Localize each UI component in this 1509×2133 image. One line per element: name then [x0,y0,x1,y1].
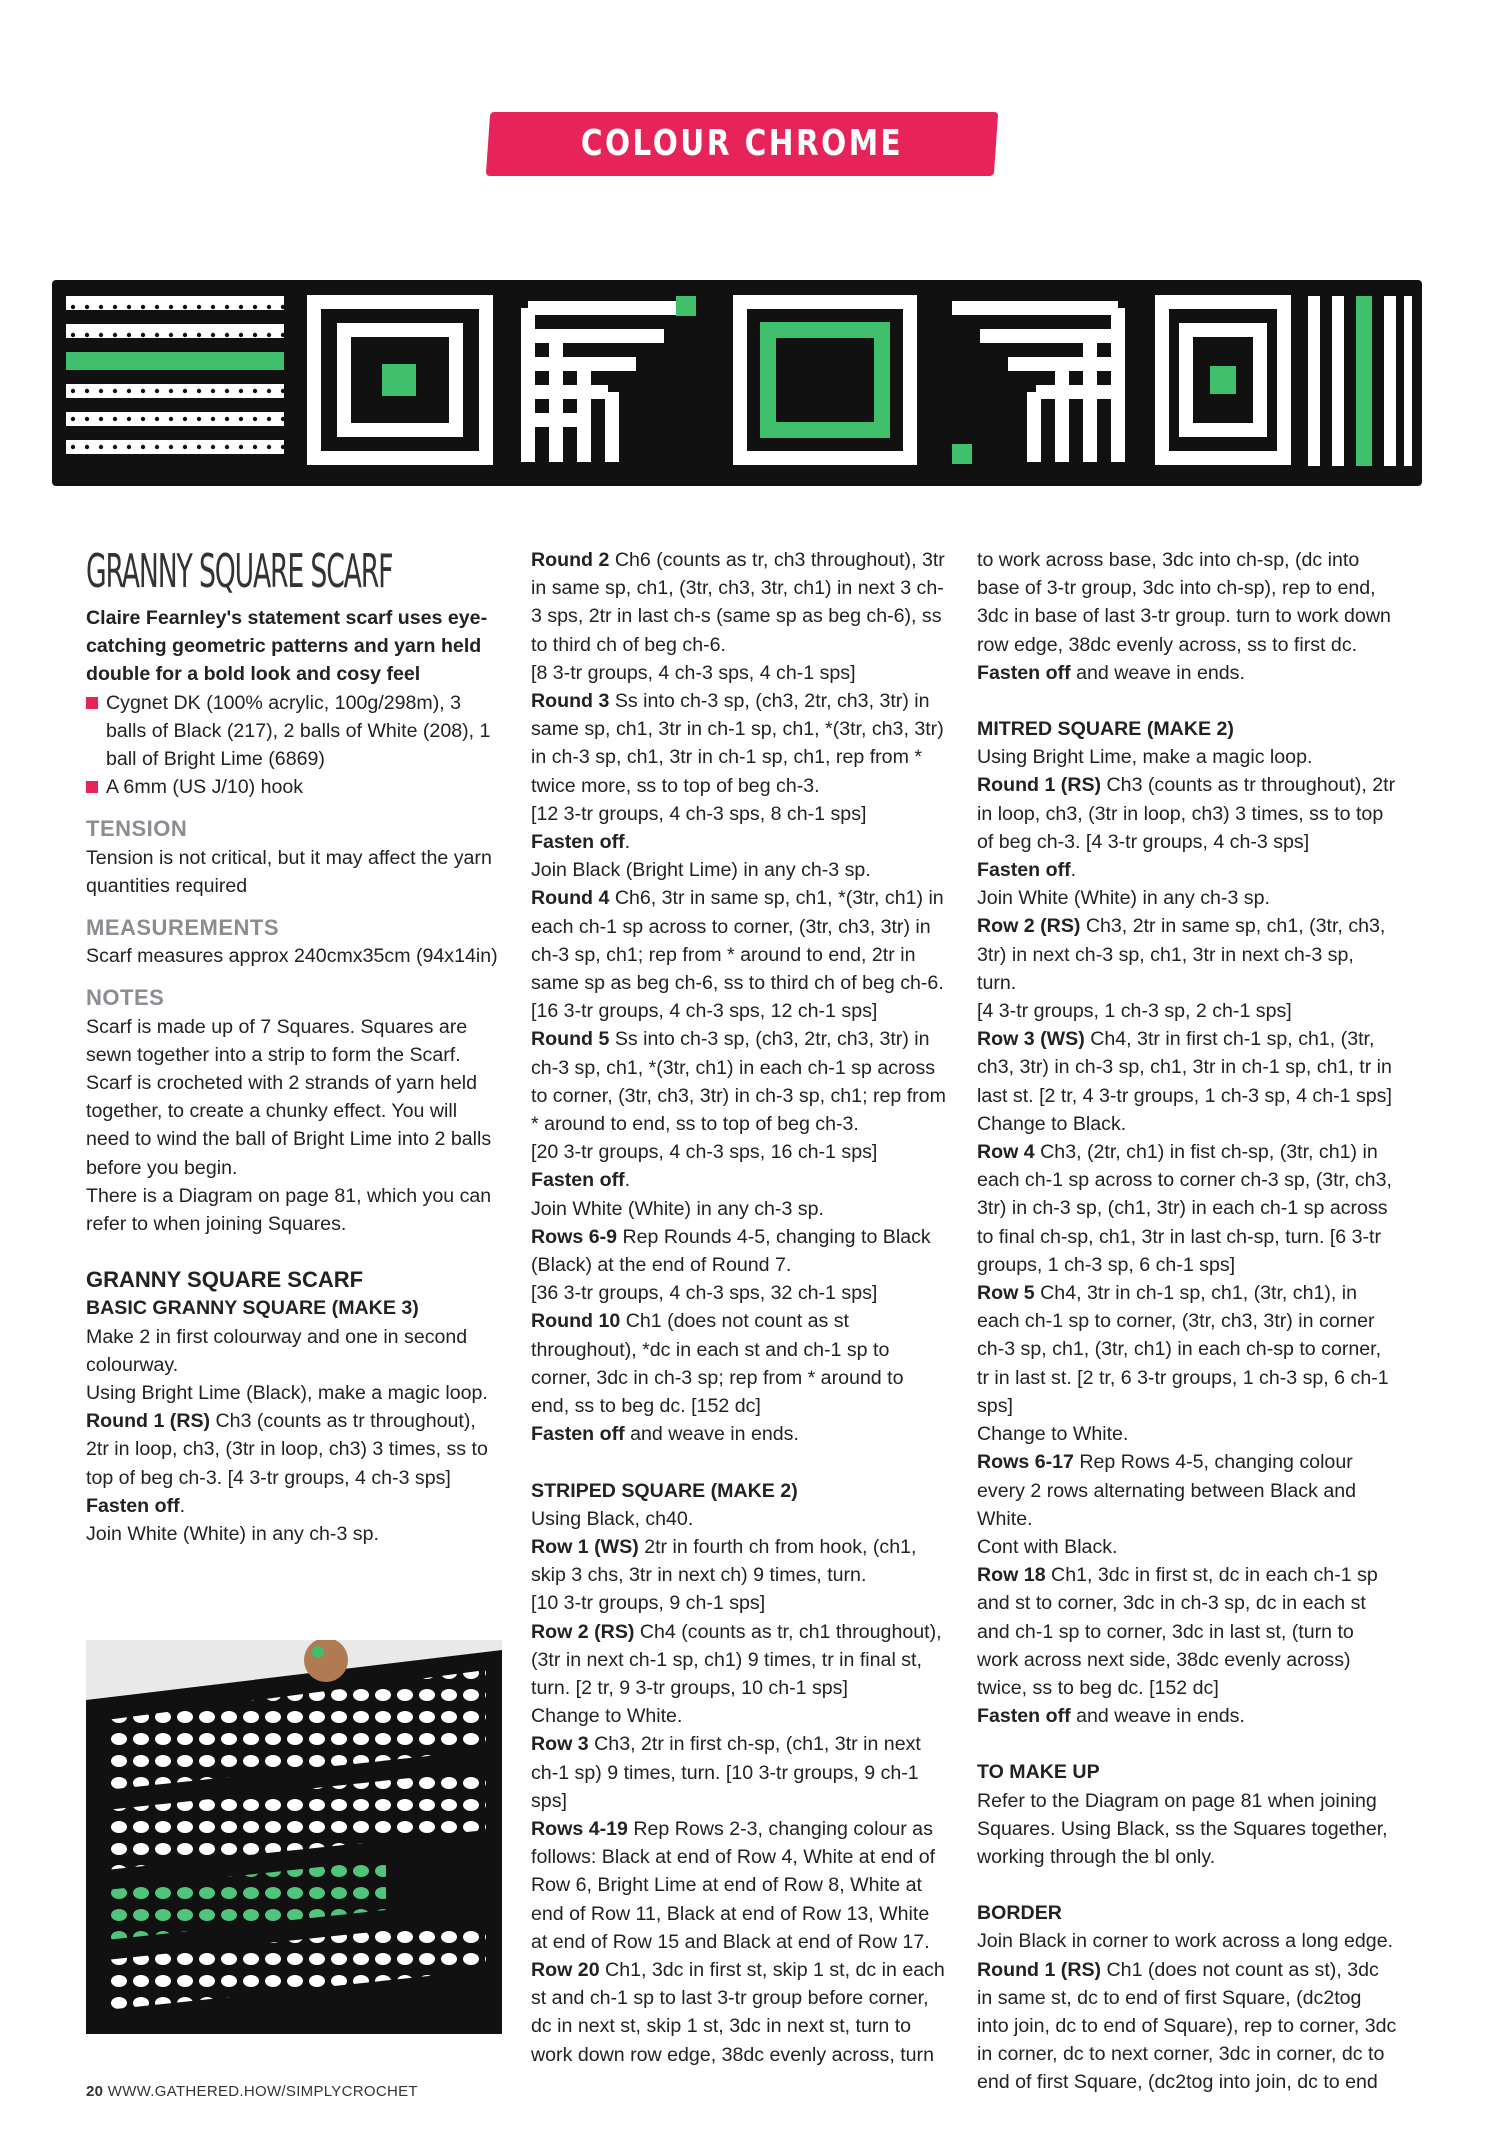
stitch-count: [10 3-tr groups, 9 ch-1 sps] [531,1592,766,1615]
column-2 [531,546,947,2069]
stitch-count: [12 3-tr groups, 4 ch-3 sps, 8 ch-1 sps] [531,802,867,825]
instruction-round: Rows 4-19 Rep Rows 2-3, changing colour as follows: Black at end of Row 4, White at end of Row 6, Bright Lime at end of Row 8, White at end of Row 11, Black at end of Row 13, White at end of Row 15 and Black at end of Row 17. [531,1817,936,1953]
instruction-text: Using Bright Lime, make a magic loop. [977,746,1313,769]
column-1 [86,546,504,1548]
notes-text: There is a Diagram on page 81, which you can refer to when joining Squares. [86,1184,492,1236]
notes-heading: NOTES [86,985,165,1011]
page-footer [86,2083,418,2100]
instruction-round: Row 5 Ch4, 3tr in ch-1 sp, ch1, (3tr, ch1), in each ch-1 sp to corner, (3tr, ch3, 3tr) in corner ch-3 sp, ch1, (3tr, ch1) in each ch-sp to corner, tr in last st. [2 tr, 6 3-tr groups, 1 ch-3 sp, 6 ch-1 sps] [977,1282,1389,1417]
pattern-heading: GRANNY SQUARE SCARF [86,1267,364,1293]
instruction-text: Change to Black. [977,1112,1127,1135]
mitred-square-2 [936,290,1136,470]
instruction-round: Round 2 Ch6 (counts as tr, ch3 throughout), 3tr in same sp, ch1, (3tr, ch3, 3tr, ch1) in next 3 ch-3 sps, 2tr in last ch-s (same sp as beg ch-6), ss to third ch of beg ch-6. [531,549,945,656]
instruction-text: Change to White. [977,1423,1129,1446]
scarf-photo [52,272,1422,490]
instruction-text: Join White (White) in any ch-3 sp. [86,1523,379,1546]
instruction-text: Fasten off. [531,831,631,854]
page-number: 20 [86,2083,104,2100]
instruction-round: Row 2 (RS) Ch4 (counts as tr, ch1 throughout), (3tr in next ch-1 sp, ch1) 9 times, tr in final st, turn. [2 tr, 9 3-tr groups, 10 ch-1 sps] [531,1620,942,1699]
instruction-round: Round 4 Ch6, 3tr in same sp, ch1, *(3tr, ch1) in each ch-1 sp across to corner, (3tr, ch3, 3tr) in ch-3 sp, ch1; rep from * around to end, 2tr in same sp as beg ch-6, ss to third ch of beg ch-6. [531,887,944,995]
border-heading: BORDER [977,1902,1062,1925]
instruction-round: Round 1 (RS) Ch3 (counts as tr throughout), 2tr in loop, ch3, (3tr in loop, ch3) 3 times, ss to top of beg ch-3. [4 3-tr groups, 4 ch-3 sps] [86,1410,488,1489]
intro-text: Claire Fearnley's statement scarf uses eye-catching geometric patterns and yarn held double for a bold look and cosy feel [86,607,488,686]
instruction-round: Row 3 Ch3, 2tr in first ch-sp, (ch1, 3tr in next ch-1 sp) 9 times, turn. [10 3-tr groups, 9 ch-1 sps] [531,1733,921,1812]
materials-item: A 6mm (US J/10) hook [86,773,504,801]
instruction-text: Fasten off and weave in ends. [977,661,1245,684]
granny-square-2 [724,290,924,470]
instruction-text: Using Bright Lime (Black), make a magic loop. [86,1382,488,1405]
materials-item: Cygnet DK (100% acrylic, 100g/298m), 3 balls of Black (217), 2 balls of White (208), 1 ball of Bright Lime (6869) [86,689,504,774]
instruction-round: Round 1 (RS) Ch3 (counts as tr throughout), 2tr in loop, ch3, (3tr in loop, ch3) 3 times, ss to top of beg ch-3. [4 3-tr groups, 4 ch-3 sps] [977,774,1396,853]
instruction-text: Fasten off and weave in ends. [977,1705,1245,1728]
instruction-text: Make 2 in first colourway and one in second colourway. [86,1325,468,1376]
instruction-text: Refer to the Diagram on page 81 when joining Squares. Using Black, ss the Squares together, working through the bl only. [977,1789,1388,1868]
footer-url: WWW.GATHERED.HOW/SIMPLYCROCHET [107,2083,418,2100]
instruction-round: Row 18 Ch1, 3dc in first st, dc in each ch-1 sp and st to corner, 3dc in ch-3 sp, dc in each st and ch-1 sp to corner, 3dc in last st, (turn to work across next side, 38dc evenly across) twice, ss to beg dc. [152 dc] [977,1564,1378,1699]
collection-banner: COLOUR CHROME COLLECTION [580,123,904,228]
instruction-round: Row 2 (RS) Ch3, 2tr in same sp, ch1, (3tr, ch3, 3tr) in next ch-3 sp, ch1, 3tr in next ch-3 sp, turn. [977,915,1386,994]
instruction-round: Round 1 (RS) Ch1 (does not count as st), 3dc in same st, dc to end of first Square, (dc2tog into join, dc to end of Square), rep to corner, 3dc in corner, dc to next corner, 3dc in corner, dc to end of first Square, (dc2tog into join, dc to end [977,1958,1397,2094]
instruction-round: Round 10 Ch1 (does not count as st throughout), *dc in each st and ch-1 sp to corner, 3dc in ch-3 sp; rep from * around to end, ss to beg dc. [152 dc] [531,1310,904,1418]
instruction-text: Join Black in corner to work across a long edge. [977,1930,1394,1953]
instruction-round: Row 3 (WS) Ch4, 3tr in first ch-1 sp, ch1, (3tr, ch3, 3tr) in ch-3 sp, ch1, 3tr in ch-1 sp, ch1, tr in last st. [2 tr, 4 3-tr groups, 1 ch-3 sp, 4 ch-1 sps] [977,1028,1392,1107]
tension-text: Tension is not critical, but it may affect the yarn quantities required [86,846,492,897]
instruction-text: Fasten off. [86,1494,186,1517]
instruction-text: Cont with Black. [977,1535,1118,1558]
granny-square-1 [300,290,500,470]
make-up-heading: TO MAKE UP [977,1761,1100,1784]
column-3 [977,546,1397,2097]
stitch-count: [16 3-tr groups, 4 ch-3 sps, 12 ch-1 sps] [531,1000,878,1023]
granny-square-3 [1148,290,1298,470]
instruction-round: Rows 6-17 Rep Rows 4-5, changing colour every 2 rows alternating between Black and White. [977,1451,1357,1530]
instruction-text: Change to White. [531,1705,683,1728]
stitch-count: [36 3-tr groups, 4 ch-3 sps, 32 ch-1 sps] [531,1282,878,1305]
instruction-text: to work across base, 3dc into ch-sp, (dc into base of 3-tr group, 3dc into ch-sp), rep to end, 3dc in base of last 3-tr group. turn to work down row edge, 38dc evenly across, ss to first dc. [977,549,1391,656]
notes-text: Scarf is made up of 7 Squares. Squares are sewn together into a strip to form the Scarf. [86,1015,468,1066]
striped-square-heading: STRIPED SQUARE (MAKE 2) [531,1479,798,1502]
mitred-square-1 [512,290,712,470]
instruction-round: Row 1 (WS) 2tr in fourth ch from hook, (ch1, skip 3 chs, 3tr in next ch) 9 times, turn. [531,1535,917,1587]
bullet-square-icon [86,781,98,793]
stitch-count: [8 3-tr groups, 4 ch-3 sps, 4 ch-1 sps] [531,661,856,684]
instruction-text: Fasten off and weave in ends. [531,1423,799,1446]
instruction-text: Join White (White) in any ch-3 sp. [531,1197,824,1220]
instruction-text: Fasten off. [531,1169,631,1192]
instruction-round: Round 5 Ss into ch-3 sp, (ch3, 2tr, ch3, 3tr) in ch-3 sp, ch1, *(3tr, ch1) in each ch-1 sp across to corner, (3tr, ch3, 3tr) in ch-3 sp, ch1; rep from * around to end, ss to top of beg ch-3. [531,1028,946,1136]
instruction-round: Rows 6-9 Rep Rounds 4-5, changing to Black (Black) at the end of Round 7. [531,1225,931,1277]
bullet-square-icon [86,697,98,709]
instruction-text: Using Black, ch40. [531,1507,694,1530]
instruction-round: Row 20 Ch1, 3dc in first st, skip 1 st, dc in each st and ch-1 sp to last 3-tr group before corner, dc in next st, skip 1 st, 3dc in next st, turn to work down row edge, 38dc evenly across, turn [531,1958,945,2066]
instruction-text: Fasten off. [977,859,1077,882]
measurements-text: Scarf measures approx 240cmx35cm (94x14in) [86,945,498,968]
instruction-round: Round 3 Ss into ch-3 sp, (ch3, 2tr, ch3, 3tr) in same sp, ch1, 3tr in ch-1 sp, ch1, *(3tr, ch3, 3tr) in ch-3 sp, ch1, 3tr in ch-1 sp, ch1, rep from * twice more, ss to top of beg ch-3. [531,690,944,797]
stitch-count: [20 3-tr groups, 4 ch-3 sps, 16 ch-1 sps] [531,1141,878,1164]
measurements-heading: MEASUREMENTS [86,915,280,941]
scarf-closeup-photo [86,1640,502,2034]
instruction-round: Row 4 Ch3, (2tr, ch1) in fist ch-sp, (3tr, ch1) in each ch-1 sp across to corner ch-3 sp, (3tr, ch3, 3tr) in ch-3 sp, (ch1, 3tr) in each ch-1 sp across to final ch-sp, ch1, 3tr in last ch-sp, turn. [6 3-tr groups, 1 ch-3 sp, 6 ch-1 sps] [977,1141,1392,1276]
tension-heading: TENSION [86,816,188,842]
notes-text: Scarf is crocheted with 2 strands of yarn held together, to create a chunky effect. You will need to wind the ball of Bright Lime into 2 balls before you begin. [86,1072,492,1179]
instruction-text: Join White (White) in any ch-3 sp. [977,887,1270,910]
stitch-count: [4 3-tr groups, 1 ch-3 sp, 2 ch-1 sps] [977,1000,1292,1023]
mitred-square-heading: MITRED SQUARE (MAKE 2) [977,718,1234,741]
instruction-text: Join Black (Bright Lime) in any ch-3 sp. [531,859,871,882]
article-title: GRANNY SQUARE SCARF [86,544,393,598]
basic-square-heading: BASIC GRANNY SQUARE (MAKE 3) [86,1297,419,1320]
